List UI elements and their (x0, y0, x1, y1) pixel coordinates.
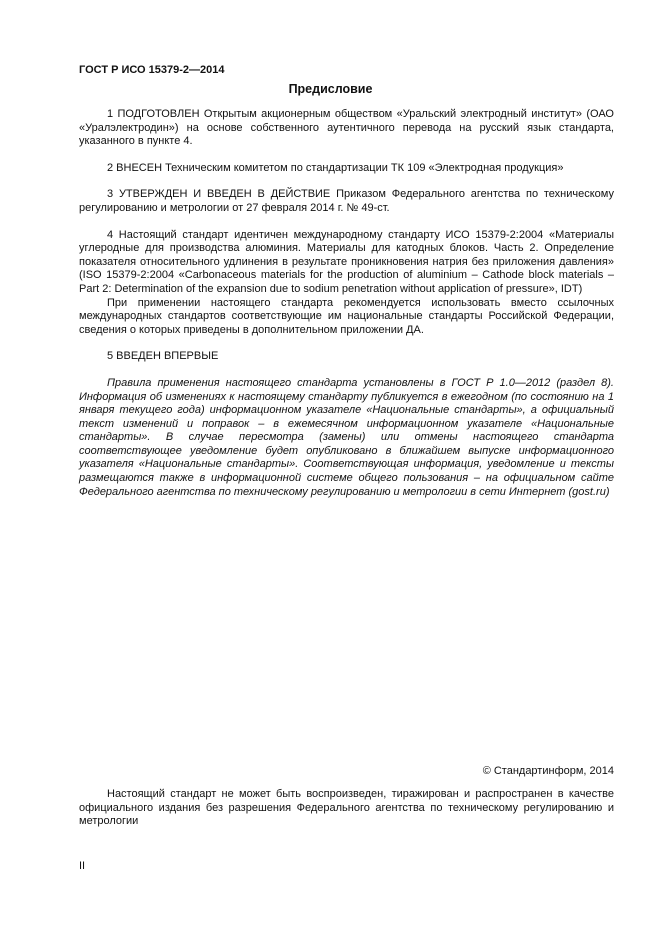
rights-notice: Настоящий стандарт не может быть воспроизведен, тиражирован и распространен в качестве официального издания без разрешения Федерального агентства по техническому регулированию и метрологии (79, 788, 614, 828)
document-code-header: ГОСТ Р ИСО 15379-2—2014 (79, 64, 225, 76)
copyright-notice: © Стандартинформ, 2014 (482, 765, 614, 777)
paragraph-first-introduced: 5 ВВЕДЕН ВПЕРВЫЕ (107, 350, 219, 363)
page-title: Предисловие (288, 82, 373, 96)
preface-body (79, 108, 614, 499)
paragraph-references: При применении настоящего стандарта рекомендуется использовать вместо ссылочных международных стандартов соответствующие им национальные стандарты Российской Федерации, сведения о которых приведены в дополнительном приложении ДА. (79, 296, 614, 336)
paragraph-approved: 3 УТВЕРЖДЕН И ВВЕДЕН В ДЕЙСТВИЕ Приказом Федерального агентства по техническому регулированию и метрологии от 27 февраля 2014 г. № 49-ст. (79, 188, 614, 214)
paragraph-introduced: 2 ВНЕСЕН Техническим комитетом по стандартизации ТК 109 «Электродная продукция» (107, 161, 564, 174)
paragraph-prepared: 1 ПОДГОТОВЛЕН Открытым акционерным обществом «Уральский электродный институт» (ОАО «Уралэлектродин») на основе собственного аутентичного перевода на русский язык стандарта, указанного в пункте 4. (79, 108, 614, 148)
paragraph-identical: 4 Настоящий стандарт идентичен международному стандарту ИСО 15379-2:2004 «Материалы углеродные для производства алюминия. Материалы для катодных блоков. Часть 2. Определение показателя относительного удлинения в результате проникновения натрия без приложения давления» (ISO 15379-2:2004 «Carbonaceous materials for the production of aluminium – Cathode block materials – Part 2: Determination of the expansion due to sodium penetration without application of pressure», IDT) (79, 228, 614, 295)
paragraph-application-rules: Правила применения настоящего стандарта установлены в ГОСТ Р 1.0—2012 (раздел 8). Информация об изменениях к настоящему стандарту публикуется в ежегодном (по состоянию на 1 января текущего года) информационном указателе «Национальные стандарты», а официальный текст изменений и поправок – в ежемесячном информационном указателе «Национальные стандарты». В случае пересмотра (замены) или отмены настоящего стандарта соответствующее уведомление будет опубликовано в ближайшем выпуске информационного указателя «Национальные стандарты». Соответствующая информация, уведомление и тексты размещаются также в информационной системе общего пользования – на официальном сайте Федерального агентства по техническому регулированию и метрологии в сети Интернет (gost.ru) (79, 376, 614, 498)
page-number: II (79, 860, 86, 872)
